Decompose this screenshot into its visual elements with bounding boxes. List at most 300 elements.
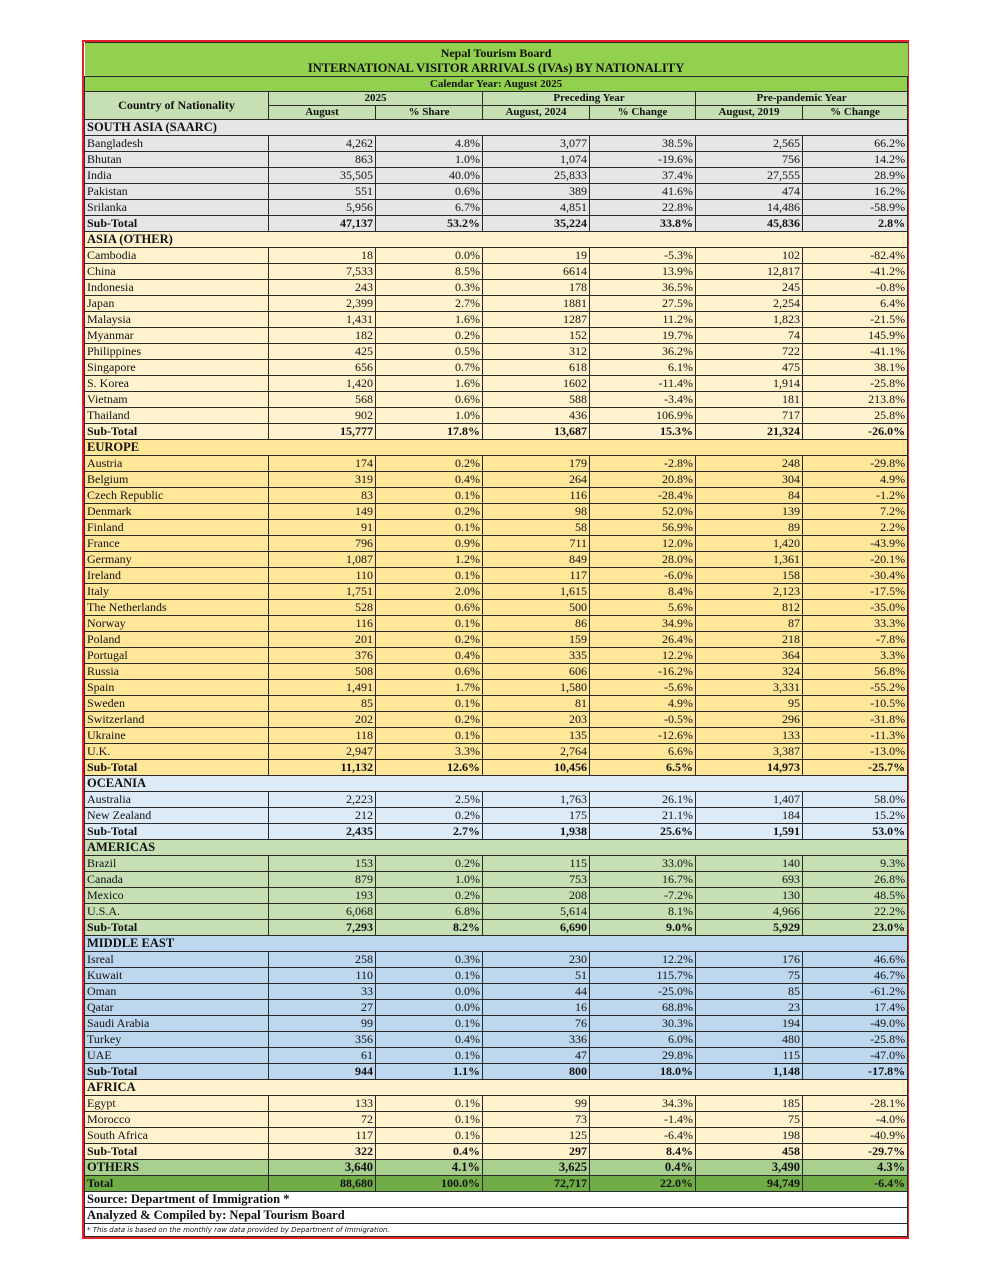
current-share: 40.0%	[376, 168, 483, 184]
prepandemic-arrivals: 480	[696, 1032, 803, 1048]
preceding-arrivals: 1,580	[483, 680, 590, 696]
preceding-arrivals: 800	[483, 1064, 590, 1080]
preceding-change: -6.0%	[590, 568, 696, 584]
table-row	[85, 248, 908, 264]
country-name: Denmark	[85, 504, 269, 520]
prepandemic-change: -20.1%	[803, 552, 908, 568]
current-arrivals: 116	[269, 616, 376, 632]
table-row	[85, 296, 908, 312]
prepandemic-change: -28.1%	[803, 1096, 908, 1112]
region-name: ASIA (OTHER)	[85, 232, 908, 248]
prepandemic-arrivals: 296	[696, 712, 803, 728]
prepandemic-change: -26.0%	[803, 424, 908, 440]
total-label: Total	[85, 1176, 269, 1192]
table-row	[85, 520, 908, 536]
source-note: Source: Department of Immigration *	[85, 1192, 908, 1208]
preceding-change: -16.2%	[590, 664, 696, 680]
prepandemic-change: -25.8%	[803, 376, 908, 392]
prepandemic-change: -1.2%	[803, 488, 908, 504]
prepandemic-change: 46.6%	[803, 952, 908, 968]
current-arrivals: 508	[269, 664, 376, 680]
current-arrivals: 2,435	[269, 824, 376, 840]
prepandemic-change: -47.0%	[803, 1048, 908, 1064]
preceding-arrivals: 1,938	[483, 824, 590, 840]
preceding-arrivals: 117	[483, 568, 590, 584]
current-arrivals: 7,533	[269, 264, 376, 280]
preceding-arrivals: 179	[483, 456, 590, 472]
prepandemic-arrivals: 184	[696, 808, 803, 824]
table-row	[85, 280, 908, 296]
preceding-change: -5.3%	[590, 248, 696, 264]
prepandemic-arrivals: 176	[696, 952, 803, 968]
prepandemic-arrivals: 75	[696, 968, 803, 984]
table-row	[85, 808, 908, 824]
country-name: UAE	[85, 1048, 269, 1064]
prepandemic-change: -30.4%	[803, 568, 908, 584]
prepandemic-arrivals: 2,565	[696, 136, 803, 152]
region-header	[85, 936, 908, 952]
country-name: Poland	[85, 632, 269, 648]
report-title: INTERNATIONAL VISITOR ARRIVALS (IVAs) BY NATIONALITY	[85, 60, 908, 77]
prepandemic-change: 33.3%	[803, 616, 908, 632]
current-share: 0.1%	[376, 728, 483, 744]
preceding-arrivals: 99	[483, 1096, 590, 1112]
current-share: 0.1%	[376, 968, 483, 984]
preceding-change: 34.3%	[590, 1096, 696, 1112]
preceding-arrivals: 500	[483, 600, 590, 616]
current-arrivals: 153	[269, 856, 376, 872]
prepandemic-arrivals: 5,929	[696, 920, 803, 936]
region-header	[85, 232, 908, 248]
others-prepandemic: 3,490	[696, 1160, 803, 1176]
prepandemic-change: -61.2%	[803, 984, 908, 1000]
prepandemic-change: 46.7%	[803, 968, 908, 984]
prepandemic-change: -4.0%	[803, 1112, 908, 1128]
table-row	[85, 552, 908, 568]
current-share: 1.0%	[376, 872, 483, 888]
current-share: 1.2%	[376, 552, 483, 568]
col-header-preceding-change: % Change	[590, 106, 696, 120]
prepandemic-arrivals: 130	[696, 888, 803, 904]
country-name: Germany	[85, 552, 269, 568]
preceding-arrivals: 753	[483, 872, 590, 888]
org-name: Nepal Tourism Board	[85, 43, 908, 61]
prepandemic-arrivals: 75	[696, 1112, 803, 1128]
current-arrivals: 376	[269, 648, 376, 664]
prepandemic-arrivals: 693	[696, 872, 803, 888]
current-share: 53.2%	[376, 216, 483, 232]
table-row	[85, 696, 908, 712]
prepandemic-arrivals: 1,148	[696, 1064, 803, 1080]
current-arrivals: 425	[269, 344, 376, 360]
preceding-arrivals: 297	[483, 1144, 590, 1160]
country-name: Sub-Total	[85, 920, 269, 936]
subtotal-row	[85, 216, 908, 232]
current-arrivals: 18	[269, 248, 376, 264]
country-name: Singapore	[85, 360, 269, 376]
table-row	[85, 1032, 908, 1048]
preceding-change: -19.6%	[590, 152, 696, 168]
preceding-change: -6.4%	[590, 1128, 696, 1144]
disclaimer-row	[85, 1224, 908, 1237]
prepandemic-arrivals: 474	[696, 184, 803, 200]
current-arrivals: 83	[269, 488, 376, 504]
source-row	[85, 1192, 908, 1208]
country-column-header: Country of Nationality	[85, 92, 269, 120]
prepandemic-change: 17.4%	[803, 1000, 908, 1016]
preceding-change: 15.3%	[590, 424, 696, 440]
preceding-change: 56.9%	[590, 520, 696, 536]
current-share: 0.1%	[376, 696, 483, 712]
prepandemic-change: 26.8%	[803, 872, 908, 888]
prepandemic-change: 23.0%	[803, 920, 908, 936]
current-share: 0.1%	[376, 488, 483, 504]
prepandemic-change: -58.9%	[803, 200, 908, 216]
prepandemic-change: 7.2%	[803, 504, 908, 520]
current-share: 3.3%	[376, 744, 483, 760]
country-name: Japan	[85, 296, 269, 312]
current-share: 0.2%	[376, 632, 483, 648]
prepandemic-change: 3.3%	[803, 648, 908, 664]
current-arrivals: 174	[269, 456, 376, 472]
preceding-change: 115.7%	[590, 968, 696, 984]
prepandemic-change: 145.9%	[803, 328, 908, 344]
table-row	[85, 472, 908, 488]
prepandemic-change: 38.1%	[803, 360, 908, 376]
table-row	[85, 984, 908, 1000]
table-row	[85, 904, 908, 920]
col-header-current-share: % Share	[376, 106, 483, 120]
prepandemic-change: -43.9%	[803, 536, 908, 552]
current-arrivals: 1,420	[269, 376, 376, 392]
current-arrivals: 1,087	[269, 552, 376, 568]
preceding-arrivals: 47	[483, 1048, 590, 1064]
preceding-arrivals: 6614	[483, 264, 590, 280]
compiled-row	[85, 1208, 908, 1224]
preceding-change: 33.0%	[590, 856, 696, 872]
prepandemic-arrivals: 722	[696, 344, 803, 360]
preceding-change: 8.4%	[590, 1144, 696, 1160]
prepandemic-arrivals: 89	[696, 520, 803, 536]
preceding-arrivals: 5,614	[483, 904, 590, 920]
preceding-arrivals: 159	[483, 632, 590, 648]
current-arrivals: 182	[269, 328, 376, 344]
prepandemic-arrivals: 248	[696, 456, 803, 472]
table-row	[85, 408, 908, 424]
current-arrivals: 356	[269, 1032, 376, 1048]
table-row	[85, 648, 908, 664]
group-header-preceding: Preceding Year	[483, 92, 696, 106]
table-row	[85, 136, 908, 152]
prepandemic-arrivals: 2,254	[696, 296, 803, 312]
current-arrivals: 2,947	[269, 744, 376, 760]
current-share: 6.8%	[376, 904, 483, 920]
current-arrivals: 2,223	[269, 792, 376, 808]
current-arrivals: 35,505	[269, 168, 376, 184]
preceding-change: 26.4%	[590, 632, 696, 648]
preceding-arrivals: 19	[483, 248, 590, 264]
current-arrivals: 202	[269, 712, 376, 728]
prepandemic-change: 58.0%	[803, 792, 908, 808]
country-name: Norway	[85, 616, 269, 632]
current-arrivals: 11,132	[269, 760, 376, 776]
total-prepandemic: 94,749	[696, 1176, 803, 1192]
current-share: 1.6%	[376, 376, 483, 392]
table-row	[85, 728, 908, 744]
current-share: 0.1%	[376, 1112, 483, 1128]
others-share: 4.1%	[376, 1160, 483, 1176]
country-name: South Africa	[85, 1128, 269, 1144]
current-arrivals: 796	[269, 536, 376, 552]
preceding-arrivals: 51	[483, 968, 590, 984]
report-frame	[82, 40, 909, 1239]
country-name: Ukraine	[85, 728, 269, 744]
country-name: Australia	[85, 792, 269, 808]
prepandemic-arrivals: 115	[696, 1048, 803, 1064]
country-name: Philippines	[85, 344, 269, 360]
current-arrivals: 6,068	[269, 904, 376, 920]
prepandemic-arrivals: 133	[696, 728, 803, 744]
current-share: 0.1%	[376, 1096, 483, 1112]
preceding-arrivals: 152	[483, 328, 590, 344]
preceding-arrivals: 1287	[483, 312, 590, 328]
country-name: Switzerland	[85, 712, 269, 728]
prepandemic-arrivals: 364	[696, 648, 803, 664]
prepandemic-change: -17.8%	[803, 1064, 908, 1080]
current-share: 0.6%	[376, 392, 483, 408]
current-share: 2.7%	[376, 296, 483, 312]
prepandemic-arrivals: 218	[696, 632, 803, 648]
preceding-arrivals: 81	[483, 696, 590, 712]
others-prepandemic-change: 4.3%	[803, 1160, 908, 1176]
table-row	[85, 536, 908, 552]
table-row	[85, 664, 908, 680]
prepandemic-arrivals: 102	[696, 248, 803, 264]
table-row	[85, 1000, 908, 1016]
preceding-change: 6.6%	[590, 744, 696, 760]
current-share: 1.1%	[376, 1064, 483, 1080]
prepandemic-change: -49.0%	[803, 1016, 908, 1032]
preceding-change: 13.9%	[590, 264, 696, 280]
table-row	[85, 856, 908, 872]
current-arrivals: 27	[269, 1000, 376, 1016]
current-share: 8.5%	[376, 264, 483, 280]
table-row	[85, 1096, 908, 1112]
preceding-arrivals: 1881	[483, 296, 590, 312]
preceding-change: 6.1%	[590, 360, 696, 376]
prepandemic-change: 53.0%	[803, 824, 908, 840]
preceding-arrivals: 35,224	[483, 216, 590, 232]
preceding-arrivals: 1602	[483, 376, 590, 392]
table-row	[85, 968, 908, 984]
table-row	[85, 616, 908, 632]
current-share: 0.3%	[376, 952, 483, 968]
preceding-arrivals: 3,077	[483, 136, 590, 152]
table-row	[85, 1112, 908, 1128]
preceding-change: 12.0%	[590, 536, 696, 552]
prepandemic-change: -55.2%	[803, 680, 908, 696]
preceding-arrivals: 76	[483, 1016, 590, 1032]
prepandemic-arrivals: 1,361	[696, 552, 803, 568]
current-share: 6.7%	[376, 200, 483, 216]
current-arrivals: 944	[269, 1064, 376, 1080]
table-row	[85, 744, 908, 760]
prepandemic-change: -29.7%	[803, 1144, 908, 1160]
preceding-change: 29.8%	[590, 1048, 696, 1064]
region-name: EUROPE	[85, 440, 908, 456]
preceding-arrivals: 86	[483, 616, 590, 632]
country-name: S. Korea	[85, 376, 269, 392]
preceding-change: 26.1%	[590, 792, 696, 808]
total-current: 88,680	[269, 1176, 376, 1192]
prepandemic-change: 25.8%	[803, 408, 908, 424]
preceding-change: 106.9%	[590, 408, 696, 424]
region-name: AMERICAS	[85, 840, 908, 856]
current-share: 0.2%	[376, 504, 483, 520]
current-arrivals: 1,491	[269, 680, 376, 696]
current-share: 0.4%	[376, 1144, 483, 1160]
prepandemic-arrivals: 158	[696, 568, 803, 584]
table-row	[85, 712, 908, 728]
preceding-arrivals: 389	[483, 184, 590, 200]
prepandemic-arrivals: 84	[696, 488, 803, 504]
current-share: 0.0%	[376, 248, 483, 264]
current-arrivals: 863	[269, 152, 376, 168]
prepandemic-change: -31.8%	[803, 712, 908, 728]
country-name: India	[85, 168, 269, 184]
preceding-arrivals: 58	[483, 520, 590, 536]
prepandemic-change: 28.9%	[803, 168, 908, 184]
table-row	[85, 392, 908, 408]
table-row	[85, 200, 908, 216]
prepandemic-arrivals: 3,331	[696, 680, 803, 696]
current-arrivals: 149	[269, 504, 376, 520]
prepandemic-arrivals: 23	[696, 1000, 803, 1016]
country-name: Oman	[85, 984, 269, 1000]
current-arrivals: 15,777	[269, 424, 376, 440]
prepandemic-change: 48.5%	[803, 888, 908, 904]
current-arrivals: 656	[269, 360, 376, 376]
table-row	[85, 1016, 908, 1032]
preceding-change: 68.8%	[590, 1000, 696, 1016]
table-row	[85, 168, 908, 184]
current-arrivals: 2,399	[269, 296, 376, 312]
preceding-change: 27.5%	[590, 296, 696, 312]
prepandemic-arrivals: 1,823	[696, 312, 803, 328]
preceding-change: 33.8%	[590, 216, 696, 232]
preceding-change: 8.4%	[590, 584, 696, 600]
table-row	[85, 504, 908, 520]
preceding-change: -3.4%	[590, 392, 696, 408]
region-name: AFRICA	[85, 1080, 908, 1096]
prepandemic-arrivals: 2,123	[696, 584, 803, 600]
prepandemic-arrivals: 304	[696, 472, 803, 488]
prepandemic-change: 4.9%	[803, 472, 908, 488]
preceding-change: 36.5%	[590, 280, 696, 296]
prepandemic-change: 14.2%	[803, 152, 908, 168]
country-name: Sub-Total	[85, 216, 269, 232]
others-label: OTHERS	[85, 1160, 269, 1176]
country-name: Qatar	[85, 1000, 269, 1016]
current-share: 8.2%	[376, 920, 483, 936]
table-row	[85, 792, 908, 808]
current-arrivals: 258	[269, 952, 376, 968]
prepandemic-change: 16.2%	[803, 184, 908, 200]
table-row	[85, 584, 908, 600]
preceding-change: -28.4%	[590, 488, 696, 504]
current-arrivals: 1,431	[269, 312, 376, 328]
prepandemic-change: 15.2%	[803, 808, 908, 824]
preceding-arrivals: 1,763	[483, 792, 590, 808]
subtotal-row	[85, 1064, 908, 1080]
preceding-change: 5.6%	[590, 600, 696, 616]
total-preceding: 72,717	[483, 1176, 590, 1192]
region-header	[85, 1080, 908, 1096]
country-name: Pakistan	[85, 184, 269, 200]
current-arrivals: 879	[269, 872, 376, 888]
prepandemic-change: -29.8%	[803, 456, 908, 472]
group-header-current: 2025	[269, 92, 483, 106]
current-share: 0.2%	[376, 712, 483, 728]
preceding-change: 37.4%	[590, 168, 696, 184]
country-name: Sub-Total	[85, 824, 269, 840]
preceding-change: 36.2%	[590, 344, 696, 360]
preceding-change: 4.9%	[590, 696, 696, 712]
current-share: 0.3%	[376, 280, 483, 296]
prepandemic-change: -41.1%	[803, 344, 908, 360]
current-share: 0.1%	[376, 1128, 483, 1144]
country-name: Isreal	[85, 952, 269, 968]
current-share: 4.8%	[376, 136, 483, 152]
preceding-arrivals: 711	[483, 536, 590, 552]
prepandemic-arrivals: 74	[696, 328, 803, 344]
current-share: 0.1%	[376, 568, 483, 584]
current-arrivals: 5,956	[269, 200, 376, 216]
title-org-row	[85, 43, 908, 61]
prepandemic-change: -13.0%	[803, 744, 908, 760]
table-row	[85, 680, 908, 696]
current-arrivals: 61	[269, 1048, 376, 1064]
country-name: Indonesia	[85, 280, 269, 296]
prepandemic-arrivals: 140	[696, 856, 803, 872]
others-preceding: 3,625	[483, 1160, 590, 1176]
country-name: Myanmar	[85, 328, 269, 344]
current-arrivals: 319	[269, 472, 376, 488]
preceding-arrivals: 25,833	[483, 168, 590, 184]
table-row	[85, 632, 908, 648]
preceding-arrivals: 1,074	[483, 152, 590, 168]
prepandemic-arrivals: 14,486	[696, 200, 803, 216]
preceding-change: -7.2%	[590, 888, 696, 904]
prepandemic-arrivals: 14,973	[696, 760, 803, 776]
table-row	[85, 600, 908, 616]
prepandemic-arrivals: 756	[696, 152, 803, 168]
table-row	[85, 952, 908, 968]
preceding-arrivals: 208	[483, 888, 590, 904]
preceding-arrivals: 13,687	[483, 424, 590, 440]
current-share: 12.6%	[376, 760, 483, 776]
region-name: OCEANIA	[85, 776, 908, 792]
preceding-arrivals: 175	[483, 808, 590, 824]
country-name: Morocco	[85, 1112, 269, 1128]
col-header-prepandemic-change: % Change	[803, 106, 908, 120]
subtotal-row	[85, 920, 908, 936]
preceding-change: 12.2%	[590, 952, 696, 968]
prepandemic-change: -41.2%	[803, 264, 908, 280]
current-arrivals: 902	[269, 408, 376, 424]
prepandemic-change: 66.2%	[803, 136, 908, 152]
table-row	[85, 312, 908, 328]
